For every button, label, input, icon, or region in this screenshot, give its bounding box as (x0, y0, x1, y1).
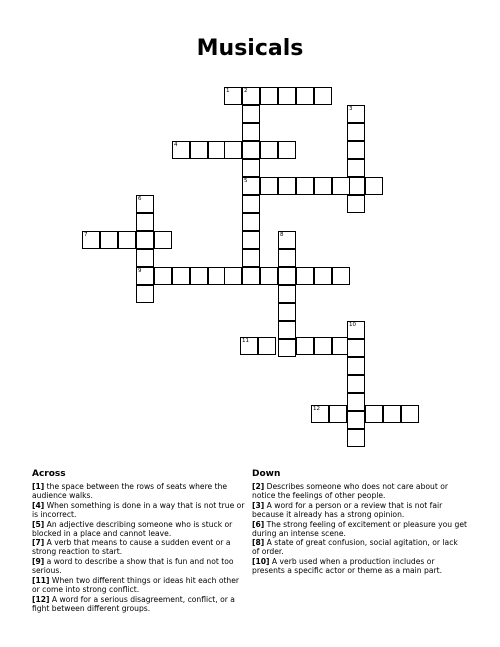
down-clue (252, 521, 467, 539)
grid-cell[interactable] (190, 141, 208, 159)
clue-number: 8 (280, 232, 284, 238)
clue-text: A word for a serious disagreement, conflict, or a fight between different groups. (32, 594, 235, 613)
clue-text: A verb used when a production includes or presents a specific actor or theme as a main part. (252, 557, 442, 576)
grid-cell[interactable] (278, 303, 296, 321)
clue-label: [3] (252, 500, 265, 510)
grid-cell[interactable] (347, 339, 365, 357)
grid-cell[interactable] (347, 123, 365, 141)
grid-cell[interactable] (347, 357, 365, 375)
clue-number: 9 (138, 268, 142, 274)
grid-cell[interactable] (224, 267, 242, 285)
clue-number: 5 (244, 178, 248, 184)
clue-number: 3 (349, 106, 353, 112)
grid-cell[interactable] (347, 195, 365, 213)
grid-cell[interactable] (347, 375, 365, 393)
across-clue (32, 521, 247, 539)
grid-cell[interactable] (278, 231, 296, 249)
grid-cell[interactable] (136, 213, 154, 231)
clue-text: When something is done in a way that is not true or is incorrect. (32, 500, 245, 519)
grid-cell[interactable] (136, 285, 154, 303)
grid-cell[interactable] (347, 393, 365, 411)
grid-cell[interactable] (365, 177, 383, 195)
clue-text: A state of great confusion, social agitation, or lack of order. (252, 538, 458, 557)
clue-text: the space between the rows of seats where the audience walks. (32, 482, 228, 500)
grid-cell[interactable] (242, 231, 260, 249)
grid-cell[interactable] (347, 141, 365, 159)
across-clue (32, 558, 247, 576)
grid-cell[interactable] (260, 141, 278, 159)
grid-cell[interactable] (383, 405, 401, 423)
grid-cell[interactable] (347, 159, 365, 177)
grid-cell[interactable] (242, 249, 260, 267)
grid-cell[interactable] (190, 267, 208, 285)
grid-cell[interactable] (278, 249, 296, 267)
grid-cell[interactable] (136, 267, 154, 285)
clue-text: a word to describe a show that is fun and not too serious. (32, 557, 234, 576)
down-heading: Down (252, 469, 281, 479)
clue-label: [4] (32, 500, 45, 510)
down-clue (252, 539, 467, 557)
grid-cell[interactable] (260, 177, 278, 195)
grid-cell[interactable] (329, 405, 347, 423)
grid-cell[interactable] (347, 411, 365, 429)
grid-cell[interactable] (296, 87, 314, 105)
grid-cell[interactable] (296, 267, 314, 285)
grid-cell[interactable] (278, 87, 296, 105)
grid-cell[interactable] (240, 337, 258, 355)
grid-cell[interactable] (260, 87, 278, 105)
grid-cell[interactable] (154, 267, 172, 285)
clue-label: [7] (32, 538, 45, 548)
clue-text: Describes someone who does not care about or notice the feelings of other people. (252, 482, 449, 500)
clue-text: An adjective describing someone who is stuck or blocked in a place and cannot leave. (32, 519, 233, 538)
clue-text: The strong feeling of excitement or pleasure you get during an intense scene. (252, 519, 467, 538)
grid-cell[interactable] (118, 231, 136, 249)
clue-number: 1 (226, 88, 230, 94)
grid-cell[interactable] (242, 267, 260, 285)
clue-text: A word for a person or a review that is not fair because it already has a strong opinion. (252, 500, 443, 519)
grid-cell[interactable] (224, 87, 242, 105)
down-clue (252, 502, 467, 520)
puzzle-title: Musicals (196, 36, 304, 61)
down-clue (252, 483, 467, 501)
clue-number: 10 (349, 322, 356, 328)
grid-cell[interactable] (332, 267, 350, 285)
grid-cell[interactable] (172, 141, 190, 159)
clue-label: [11] (32, 576, 50, 586)
grid-cell[interactable] (242, 123, 260, 141)
clue-number: 4 (174, 142, 178, 148)
clue-number: 6 (138, 196, 142, 202)
grid-cell[interactable] (347, 105, 365, 123)
clue-label: [1] (32, 482, 45, 491)
down-clue-list (252, 483, 467, 576)
across-clue (32, 539, 247, 557)
clue-text: When two different things or ideas hit each other or come into strong conflict. (32, 576, 240, 594)
clue-label: [9] (32, 557, 45, 567)
grid-cell[interactable] (278, 321, 296, 339)
grid-cell[interactable] (136, 231, 154, 249)
clue-number: 12 (313, 406, 320, 412)
across-heading: Across (32, 469, 66, 479)
grid-cell[interactable] (136, 249, 154, 267)
across-clue-list (32, 483, 247, 614)
clue-label: [10] (252, 557, 270, 567)
grid-cell[interactable] (154, 231, 172, 249)
across-clue (32, 596, 247, 614)
grid-cell[interactable] (260, 267, 278, 285)
grid-cell[interactable] (278, 141, 296, 159)
grid-cell[interactable] (278, 339, 296, 357)
across-clue (32, 502, 247, 520)
grid-cell[interactable] (314, 337, 332, 355)
clue-text: A verb that means to cause a sudden event or a strong reaction to start. (32, 538, 231, 557)
grid-cell[interactable] (224, 141, 242, 159)
across-clue (32, 577, 247, 595)
grid-cell[interactable] (242, 213, 260, 231)
grid-cell[interactable] (258, 337, 276, 355)
grid-cell[interactable] (242, 159, 260, 177)
grid-cell[interactable] (401, 405, 419, 423)
grid-cell[interactable] (365, 405, 383, 423)
grid-cell[interactable] (136, 195, 154, 213)
down-clues (252, 469, 467, 577)
grid-cell[interactable] (296, 177, 314, 195)
grid-cell[interactable] (172, 267, 190, 285)
grid-cell[interactable] (82, 231, 100, 249)
grid-cell[interactable] (242, 195, 260, 213)
clue-label: [2] (252, 482, 265, 491)
grid-cell[interactable] (278, 285, 296, 303)
across-clues (32, 469, 247, 615)
clue-label: [6] (252, 519, 265, 529)
grid-cell[interactable] (278, 177, 296, 195)
grid-cell[interactable] (242, 177, 260, 195)
clue-label: [8] (252, 538, 265, 548)
grid-cell[interactable] (242, 141, 260, 159)
grid-cell[interactable] (296, 337, 314, 355)
grid-cell[interactable] (100, 231, 118, 249)
grid-cell[interactable] (242, 87, 260, 105)
grid-cell[interactable] (314, 177, 332, 195)
grid-cell[interactable] (314, 87, 332, 105)
grid-cell[interactable] (347, 321, 365, 339)
grid-cell[interactable] (311, 405, 329, 423)
grid-cell[interactable] (332, 177, 350, 195)
grid-cell[interactable] (242, 105, 260, 123)
grid-cell[interactable] (314, 267, 332, 285)
clue-label: [5] (32, 519, 45, 529)
clue-label: [12] (32, 594, 50, 604)
across-clue (32, 483, 247, 501)
grid-cell[interactable] (278, 267, 296, 285)
down-clue (252, 558, 467, 576)
clue-number: 11 (242, 338, 249, 344)
clue-number: 2 (244, 88, 248, 94)
grid-cell[interactable] (347, 429, 365, 447)
clue-number: 7 (84, 232, 88, 238)
